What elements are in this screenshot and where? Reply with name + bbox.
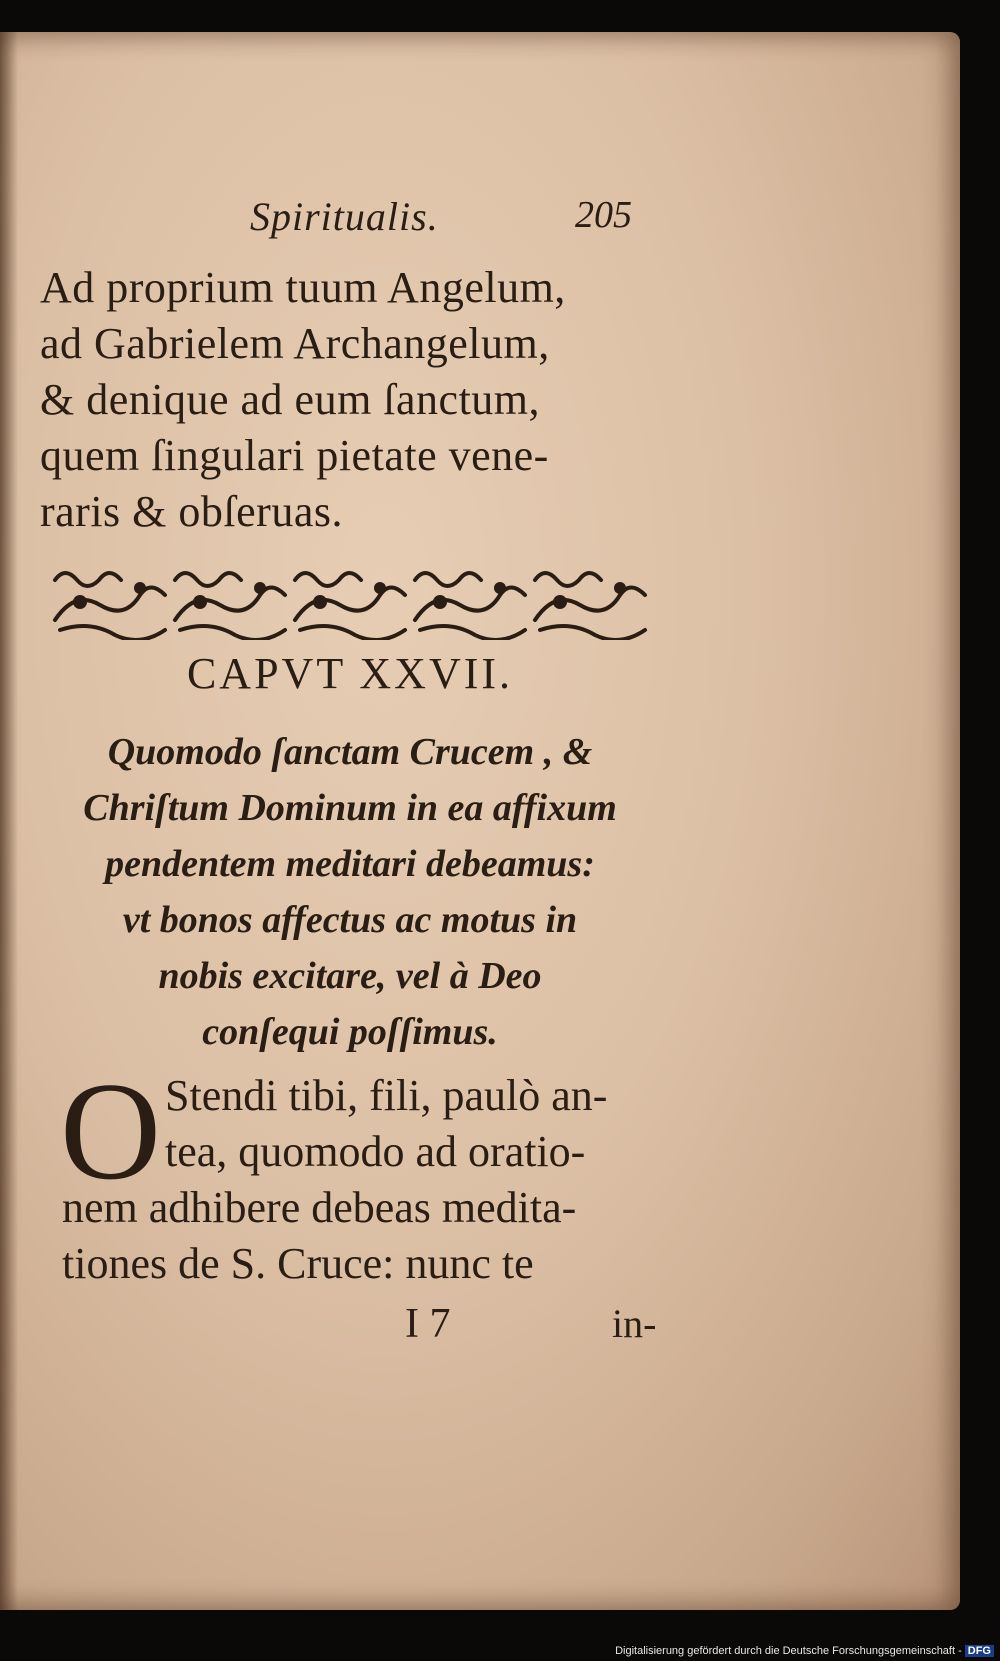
digitization-credit (615, 1645, 994, 1657)
credit-text: Digitalisierung gefördert durch die Deutsche Forschungsgemeinschaft - (615, 1645, 962, 1657)
signature-mark: I 7 (405, 1301, 451, 1347)
text-line: raris & obſeruas. (40, 487, 343, 536)
dfg-logo: DFG (965, 1645, 994, 1657)
text-line: & denique ad eum ſanctum, (40, 375, 541, 424)
chapter-title: CAPVT XXVII. (186, 649, 514, 698)
chapter-subtitle-line: nobis excitare, vel à Deo (158, 955, 542, 997)
paragraph-line: tiones de S. Cruce: nunc te (62, 1239, 534, 1288)
chapter-subtitle-line: pendentem meditari debeamus: (105, 843, 595, 885)
paragraph-line: nem adhibere debeas medita- (62, 1183, 577, 1232)
drop-cap: O (60, 1054, 162, 1209)
chapter-subtitle-line: vt bonos affectus ac motus in (122, 899, 578, 941)
running-head: Spiritualis. (250, 194, 439, 239)
paragraph-line: tea, quomodo ad oratio- (165, 1127, 586, 1176)
text-line: quem ſingulari pietate vene- (40, 431, 549, 480)
catchword: in- (612, 1301, 657, 1346)
chapter-subtitle-line: Chriſtum Dominum in ea affixum (83, 787, 617, 829)
text-line: ad Gabrielem Archangelum, (40, 319, 550, 368)
chapter-subtitle-line: conſequi poſſimus. (202, 1011, 498, 1053)
decorative-ornament-band (50, 560, 660, 640)
page-number: 205 (575, 194, 632, 236)
paragraph-line: Stendi tibi, fili, paulò an- (165, 1071, 608, 1120)
chapter-subtitle-line: Quomodo ſanctam Crucem , & (107, 731, 593, 773)
text-line: Ad proprium tuum Angelum, (40, 263, 566, 312)
